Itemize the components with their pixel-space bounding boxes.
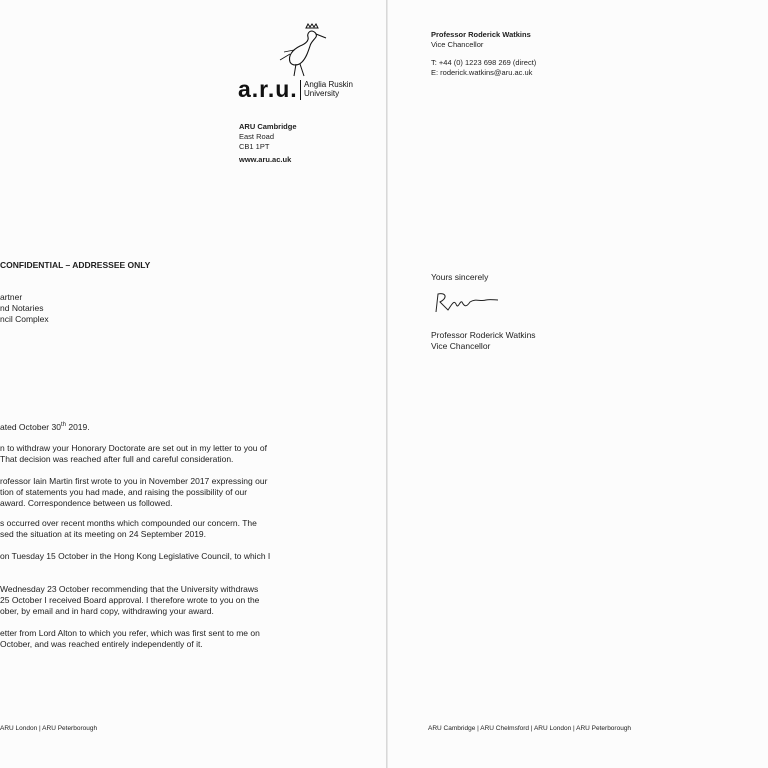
recipient-line: artner — [0, 292, 23, 302]
handwritten-signature — [432, 288, 502, 316]
sender-name: Professor Roderick Watkins — [431, 30, 531, 39]
logo-university-name — [304, 80, 353, 98]
paragraph — [0, 476, 267, 509]
date-superscript: th — [60, 422, 66, 428]
paragraph — [0, 584, 259, 617]
paragraph-line: on Tuesday 15 October in the Hong Kong Legislative Council, to which I — [0, 551, 271, 561]
recipient-line: nd Notaries — [0, 303, 44, 313]
university-address — [239, 122, 297, 165]
paragraph-line: rofessor Iain Martin first wrote to you in November 2017 expressing our — [0, 476, 268, 486]
date-year: 2019. — [65, 421, 90, 432]
paragraph-line: s occurred over recent months which compounded our concern. The — [0, 518, 257, 528]
letter-page-right — [388, 0, 768, 768]
right-footer: ARU Cambridge | ARU Chelmsford | ARU London | ARU Peterborough — [428, 725, 632, 732]
logo-name-line2: University — [304, 89, 340, 98]
paragraph-line: 25 October I received Board approval. I therefore wrote to you on the — [0, 595, 260, 605]
confidential-heading: CONFIDENTIAL – ADDRESSEE ONLY — [0, 260, 151, 270]
paragraph-line: sed the situation at its meeting on 24 September 2019. — [0, 529, 207, 539]
signature-block — [431, 330, 536, 352]
logo-wordmark: a.r.u. — [238, 76, 298, 102]
paragraph — [0, 443, 267, 465]
paragraph-line: etter from Lord Alton to which you refer, which was first sent to me on — [0, 628, 260, 638]
closing: Yours sincerely — [431, 272, 489, 282]
address-website: www.aru.ac.uk — [239, 155, 292, 164]
paragraph-line: tion of statements you had made, and raising the possibility of our — [0, 487, 248, 497]
sender-email: E: roderick.watkins@aru.ac.uk — [431, 68, 533, 77]
date-reference — [0, 420, 90, 433]
heron-crown-icon — [278, 22, 328, 78]
paragraph-line: n to withdraw your Honorary Doctorate are set out in my letter to you of — [0, 443, 267, 453]
page-divider — [386, 0, 388, 768]
logo-divider — [300, 80, 301, 100]
paragraph-line: award. Correspondence between us followed. — [0, 498, 173, 508]
address-street: East Road — [239, 132, 275, 141]
sender-phone: T: +44 (0) 1223 698 269 (direct) — [431, 58, 537, 67]
paragraph — [0, 551, 270, 562]
recipient-line: ncil Complex — [0, 314, 49, 324]
logo-name-line1: Anglia Ruskin — [304, 80, 353, 89]
paragraph — [0, 628, 260, 650]
recipient-block — [0, 292, 49, 325]
paragraph-line: That decision was reached after full and careful consideration. — [0, 454, 234, 464]
aru-logo — [238, 22, 368, 102]
signature-title: Vice Chancellor — [431, 341, 491, 351]
sender-title: Vice Chancellor — [431, 40, 484, 49]
paragraph-line: Wednesday 23 October recommending that the University withdraws — [0, 584, 259, 594]
left-footer: ARU London | ARU Peterborough — [0, 725, 98, 732]
sender-block — [431, 30, 536, 78]
date-text: ated October 30 — [0, 421, 61, 432]
address-campus: ARU Cambridge — [239, 122, 297, 131]
paragraph-line: October, and was reached entirely independently of it. — [0, 639, 203, 649]
paragraph-line: ober, by email and in hard copy, withdrawing your award. — [0, 606, 214, 616]
address-postcode: CB1 1PT — [239, 142, 270, 151]
paragraph — [0, 518, 257, 540]
signature-name: Professor Roderick Watkins — [431, 330, 536, 340]
